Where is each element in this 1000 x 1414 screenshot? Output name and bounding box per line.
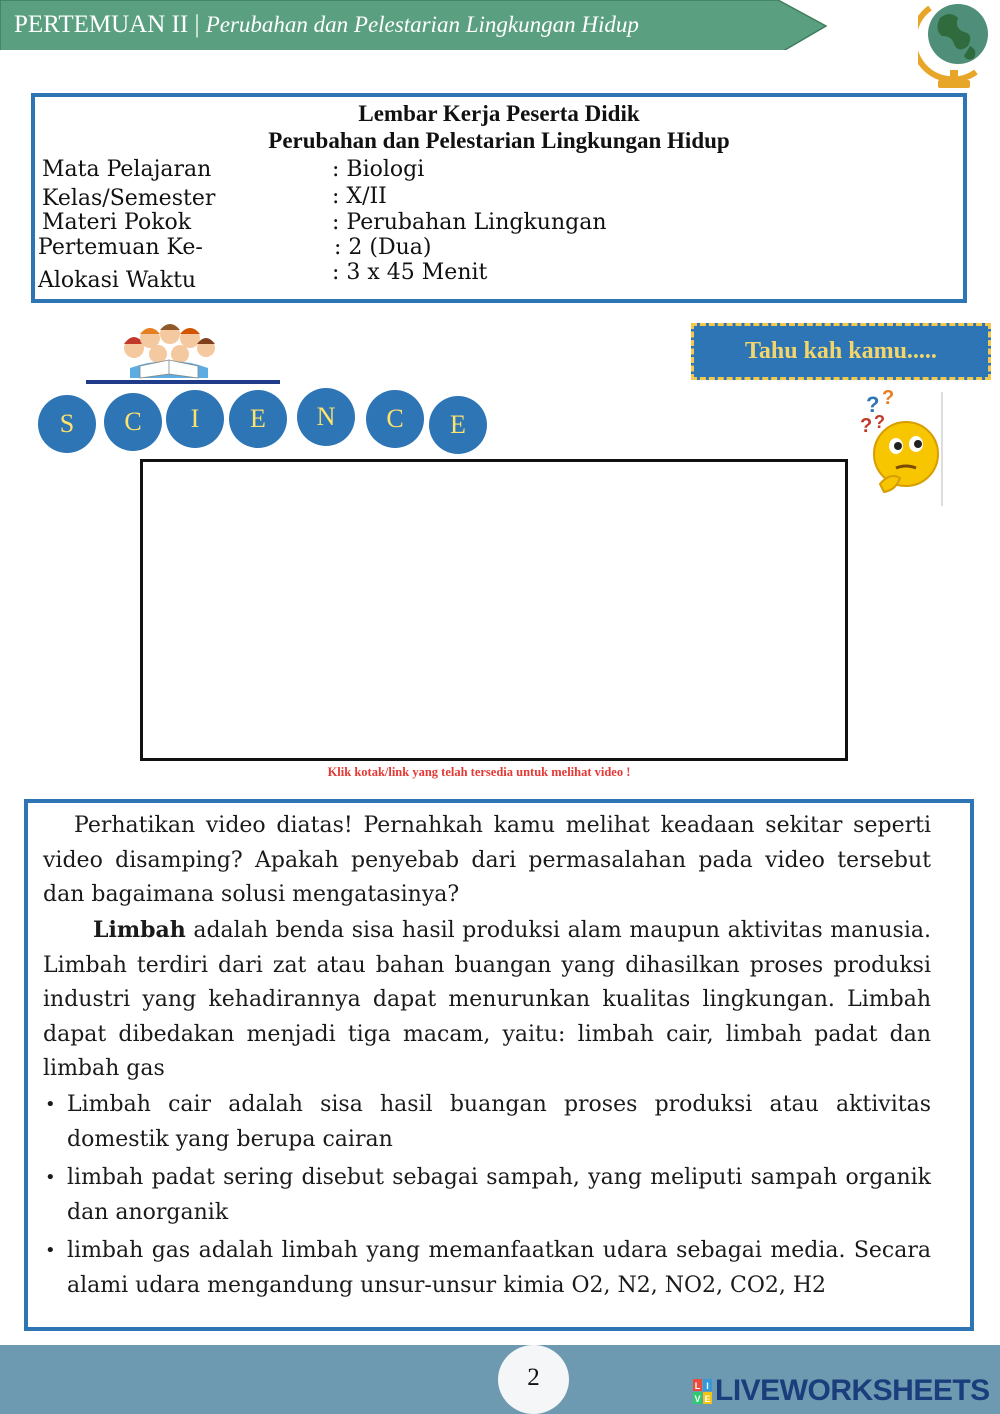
info-value-subject: : Biologi bbox=[332, 157, 425, 182]
limbah-definition: adalah benda sisa hasil produksi alam maupun aktivitas manusia. Limbah terdiri dari zat atau bahan buangan yang dihasilkan proses produksi industri yang kehadirannya dapat menurunkan kualitas lingkungan. Limbah dapat dibedakan menjadi tiga macam, yaitu: limbah cair, limbah padat dan limbah gas bbox=[43, 918, 931, 1081]
science-letter-i: I bbox=[166, 390, 224, 448]
globe-icon bbox=[918, 0, 990, 92]
children-reading-image bbox=[120, 322, 218, 380]
header-separator: | bbox=[194, 11, 200, 38]
bullet-text-cair: Limbah cair adalah sisa hasil buangan proses produksi atau aktivitas domestik yang berupa cairan bbox=[67, 1092, 931, 1152]
info-label-subject: Mata Pelajaran bbox=[42, 157, 212, 182]
bullet-icon: • bbox=[45, 1240, 56, 1261]
video-caption: Klik kotak/link yang telah tersedia untuk melihat video ! bbox=[327, 765, 631, 779]
reading-box bbox=[24, 799, 974, 1331]
logo-letter-e: E bbox=[704, 1394, 711, 1404]
header-meeting: PERTEMUAN II bbox=[14, 11, 189, 38]
video-frame-link[interactable] bbox=[140, 459, 848, 761]
decorative-rule bbox=[86, 380, 280, 384]
bullet-icon: • bbox=[45, 1167, 56, 1188]
list-item bbox=[43, 1087, 931, 1157]
science-letter-s: S bbox=[38, 395, 96, 453]
science-letter-c1: C bbox=[104, 393, 162, 451]
liveworksheets-logo[interactable] bbox=[693, 1373, 993, 1409]
list-item bbox=[43, 1233, 931, 1303]
info-value-time: : 3 x 45 Menit bbox=[332, 260, 488, 285]
info-value-meeting: : 2 (Dua) bbox=[334, 235, 432, 260]
svg-text:?: ? bbox=[882, 388, 895, 409]
svg-text:?: ? bbox=[860, 415, 873, 437]
bullet-text-padat: limbah padat sering disebut sebagai sampah, yang meliputi sampah organik dan anorganik bbox=[67, 1165, 931, 1225]
svg-text:?: ? bbox=[866, 392, 880, 417]
liveworksheets-brand: LIVEWORKSHEETS bbox=[715, 1374, 990, 1407]
header-title bbox=[14, 7, 639, 43]
info-label-time: Alokasi Waktu bbox=[38, 268, 197, 293]
thinking-face-icon bbox=[852, 388, 944, 506]
logo-letter-i: I bbox=[706, 1381, 709, 1391]
science-letter-n: N bbox=[297, 388, 355, 446]
info-label-meeting: Pertemuan Ke- bbox=[38, 235, 203, 260]
bullet-text-gas: limbah gas adalah limbah yang memanfaatkan udara sebagai media. Secara alami udara mengandung unsur-unsur kimia O2, N2, NO2, CO2, H2 bbox=[67, 1238, 931, 1298]
worksheet-info-box bbox=[31, 93, 967, 303]
worksheet-title: Lembar Kerja Peserta Didik bbox=[358, 101, 640, 126]
limbah-paragraph bbox=[43, 913, 931, 1087]
science-letter-e1: E bbox=[229, 390, 287, 448]
info-value-material: : Perubahan Lingkungan bbox=[332, 210, 607, 235]
worksheet-subtitle: Perubahan dan Pelestarian Lingkungan Hidup bbox=[268, 128, 730, 153]
list-item bbox=[43, 1160, 931, 1230]
limbah-term: Limbah bbox=[93, 917, 186, 943]
logo-letter-v: V bbox=[694, 1394, 701, 1404]
info-value-class: : X/II bbox=[332, 184, 387, 209]
logo-letter-l: L bbox=[694, 1381, 701, 1391]
did-you-know-label: Tahu kah kamu..... bbox=[691, 323, 991, 380]
bullet-icon: • bbox=[45, 1094, 56, 1115]
science-letter-c2: C bbox=[366, 390, 424, 448]
intro-paragraph: Perhatikan video diatas! Pernahkah kamu melihat keadaan sekitar seperti video disamping? Apakah penyebab dari permasalahan pada video tersebut dan bagaimana solusi mengatasinya? bbox=[43, 813, 931, 907]
page-number: 2 bbox=[498, 1345, 569, 1414]
liveworksheets-logo-icon bbox=[693, 1379, 713, 1405]
info-label-material: Materi Pokok bbox=[42, 210, 192, 235]
header-topic: Perubahan dan Pelestarian Lingkungan Hidup bbox=[205, 12, 639, 37]
limbah-types-list bbox=[43, 1087, 931, 1306]
svg-text:?: ? bbox=[874, 412, 885, 432]
science-letter-e2: E bbox=[429, 396, 487, 454]
info-label-class: Kelas/Semester bbox=[42, 186, 216, 211]
